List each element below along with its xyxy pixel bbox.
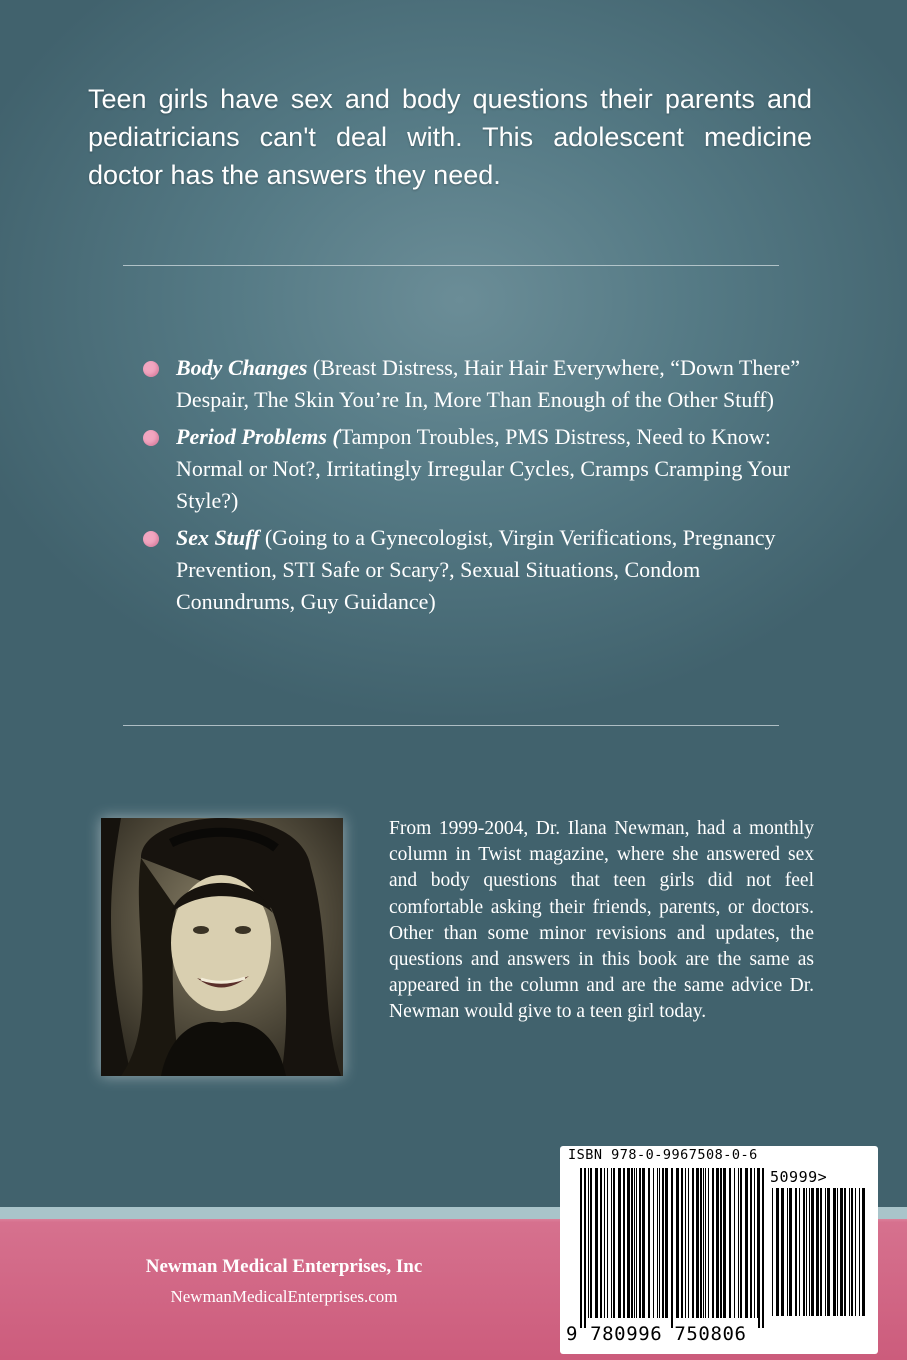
barcode-bar <box>705 1168 706 1318</box>
bullet-dot-icon <box>143 430 159 446</box>
barcode-ean-number: 9 780996 750806 <box>566 1323 747 1345</box>
barcode-bar <box>745 1168 748 1318</box>
barcode-bar <box>837 1188 838 1316</box>
barcode-bar <box>639 1168 641 1318</box>
barcode-bar <box>776 1188 779 1316</box>
barcode-bar <box>671 1168 673 1328</box>
barcode-bar <box>607 1168 608 1318</box>
barcode-bar <box>634 1168 635 1318</box>
barcode-bar <box>859 1188 860 1316</box>
barcode-bar <box>685 1168 686 1318</box>
topic-body-changes <box>140 352 820 416</box>
barcode-bar <box>659 1168 660 1318</box>
barcode-bar <box>816 1188 819 1316</box>
barcode-bar <box>692 1168 694 1318</box>
barcode-bar <box>806 1188 807 1316</box>
barcode-bar <box>757 1168 758 1318</box>
barcode-bar <box>696 1168 699 1318</box>
bullet-dot-icon <box>143 531 159 547</box>
barcode-bar <box>781 1188 784 1316</box>
isbn-label: ISBN 978-0-9967508-0-6 <box>568 1147 758 1163</box>
tagline: Teen girls have sex and body questions their parents and pediatricians can't deal with. This adolescent medicine doctor has the answers they need. <box>88 84 812 190</box>
barcode-bar <box>787 1188 788 1316</box>
barcode-bar <box>712 1168 714 1318</box>
author-photo <box>101 818 343 1076</box>
barcode-bar <box>758 1168 760 1328</box>
barcode-bar <box>772 1188 773 1316</box>
topic-title: Body Changes <box>176 355 308 380</box>
barcode-bar <box>729 1168 731 1318</box>
barcode-bar <box>665 1168 668 1318</box>
barcode-bar <box>795 1188 797 1316</box>
barcode-bar <box>862 1188 865 1316</box>
barcode-bar <box>716 1168 719 1318</box>
publisher-block <box>104 1254 464 1310</box>
barcode-bar <box>734 1168 735 1318</box>
barcode-bar <box>833 1188 836 1316</box>
barcode-bar <box>855 1188 856 1316</box>
barcode-bar <box>653 1168 654 1318</box>
topic-title: Sex Stuff <box>176 525 260 550</box>
divider-bottom <box>123 725 779 726</box>
topic-title: Period Problems ( <box>176 424 340 449</box>
barcode-bar <box>636 1168 637 1318</box>
isbn-barcode <box>560 1146 878 1354</box>
barcode-bar <box>849 1188 850 1316</box>
barcode-bar <box>580 1168 582 1328</box>
barcode-bar <box>613 1168 615 1318</box>
topic-period-problems <box>140 421 820 517</box>
barcode-bar <box>604 1168 605 1318</box>
barcode-bar <box>809 1188 810 1316</box>
barcode-bar <box>688 1168 689 1318</box>
barcode-bar <box>627 1168 630 1318</box>
barcode-bar <box>799 1188 800 1316</box>
barcode-bar <box>723 1168 726 1318</box>
barcode-bar <box>738 1168 739 1318</box>
barcode-bar <box>588 1168 589 1318</box>
barcode-bar <box>662 1168 664 1318</box>
barcode-bar <box>740 1168 742 1318</box>
divider-top <box>123 265 779 266</box>
topic-text: (Going to a Gynecologist, Virgin Verifications, Pregnancy Prevention, STI Safe or Scary?, Sexual Situations, Condom Conundrums, Guy Guidance) <box>176 525 776 614</box>
barcode-bar <box>703 1168 704 1318</box>
barcode-bar <box>681 1168 683 1318</box>
topic-text: Tampon Troubles, PMS Distress, Need to Know: Normal or Not?, Irritatingly Irregular Cycles, Cramps Cramping Your Style?) <box>176 424 791 513</box>
barcode-bar <box>789 1188 792 1316</box>
topic-text: (Breast Distress, Hair Hair Everywhere, “Down There” Despair, The Skin You’re In, More Than Enough of the Other Stuff) <box>176 355 800 412</box>
barcode-bar <box>762 1168 764 1328</box>
barcode-bar <box>623 1168 625 1318</box>
barcode-bar <box>720 1168 722 1318</box>
barcode-bar <box>844 1188 846 1316</box>
barcode-bar <box>648 1168 650 1318</box>
bullet-dot-icon <box>143 361 159 377</box>
barcode-bar <box>590 1168 592 1318</box>
barcode-bar <box>827 1188 830 1316</box>
barcode-bar <box>851 1188 853 1316</box>
barcode-bar <box>708 1168 709 1318</box>
barcode-bar <box>750 1168 752 1318</box>
barcode-bar <box>618 1168 621 1318</box>
author-bio: From 1999-2004, Dr. Ilana Newman, had a monthly column in Twist magazine, where she answered sex and body questions that teen girls did not feel comfortable asking their friends, parents, or doctors. Other than some minor revisions and updates, the questions and answers in this book are the same as appeared in the column and are the same advice Dr. Newman would give to a teen girl today. <box>389 818 814 1023</box>
barcode-bar <box>803 1188 805 1316</box>
barcode-bar <box>811 1188 814 1316</box>
publisher-name: Newman Medical Enterprises, Inc <box>145 1256 423 1277</box>
barcode-addon-number: 50999> <box>770 1168 828 1186</box>
topic-list <box>140 352 820 623</box>
barcode-bar <box>676 1168 679 1318</box>
barcode-bar <box>754 1168 755 1318</box>
topic-sex-stuff <box>140 522 820 618</box>
publisher-url[interactable]: NewmanMedicalEnterprises.com <box>170 1287 398 1306</box>
barcode-bar <box>840 1188 843 1316</box>
barcode-bar <box>820 1188 822 1316</box>
barcode-bar <box>642 1168 645 1318</box>
barcode-bar <box>825 1188 826 1316</box>
barcode-bar <box>595 1168 598 1318</box>
barcode-bar <box>700 1168 702 1318</box>
barcode-bar <box>657 1168 658 1318</box>
barcode-bar <box>600 1168 602 1318</box>
barcode-bar <box>611 1168 612 1318</box>
barcode-bar <box>631 1168 633 1318</box>
barcode-bar <box>584 1168 586 1328</box>
